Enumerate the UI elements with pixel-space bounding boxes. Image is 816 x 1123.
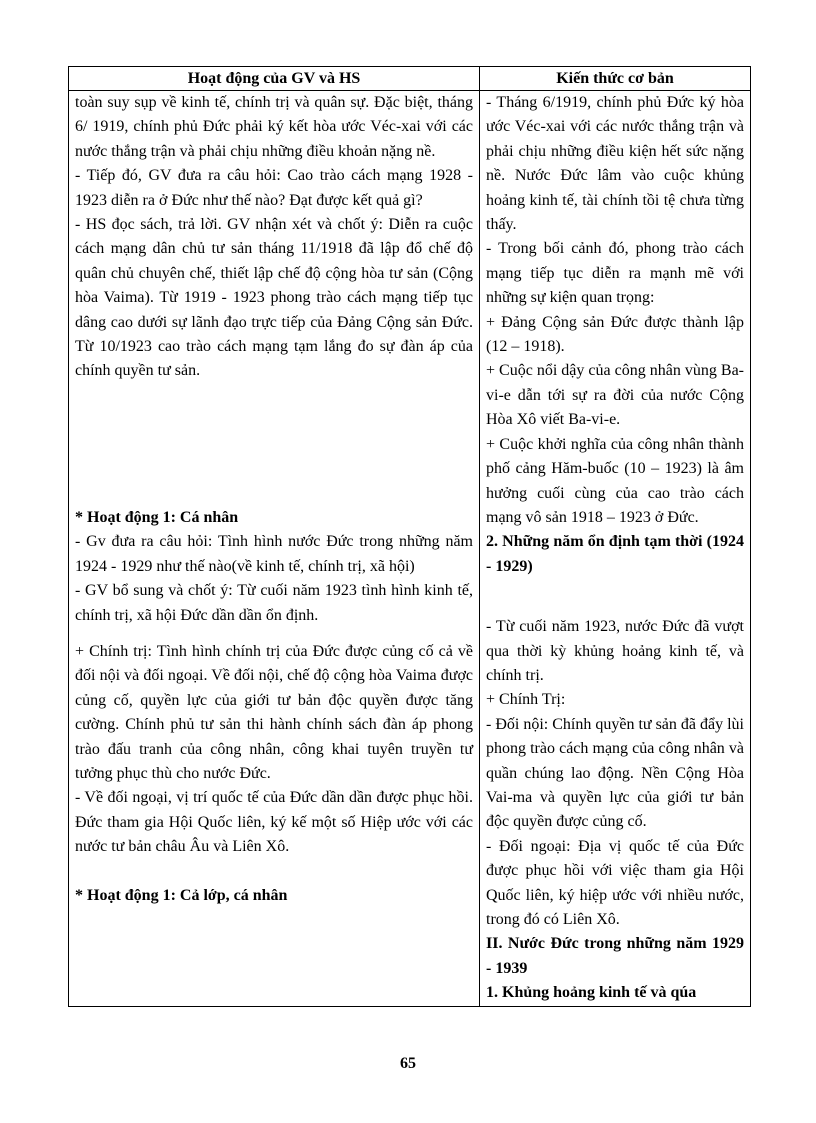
spacer xyxy=(486,579,744,615)
spacer xyxy=(75,860,473,884)
right-paragraph-1: - Tháng 6/1919, chính phủ Đức ký hòa ước Véc-xai với các nước thắng trận và phải chịu những điều kiện hết sức nặng nề. Nước Đức lâm vào cuộc khủng hoảng kinh tế, tài chính tồi tệ chưa từng thấy. xyxy=(486,94,744,234)
activity-heading-1: * Hoạt động 1: Cá nhân xyxy=(75,508,239,526)
section-heading-stable-years: 2. Những năm ổn định tạm thời (1924 - 1929) xyxy=(486,533,744,575)
left-paragraph-7: + Chính trị: Tình hình chính trị của Đức được củng cố cả về đối nội và đối ngoại. Về đối nội, chế độ cộng hòa Vaima được củng cố, quyền lực của giới tư bản độc quyền được tăng cường. Chính phủ tư sản thi hành chính sách đàn áp phong trào đấu tranh của công nhân, công khai tuyên truyền tư tưởng phục thù cho nước Đức. xyxy=(75,642,473,782)
right-paragraph-9: - Đối nội: Chính quyền tư sản đã đẩy lùi phong trào cách mạng của công nhân và quần chúng lao động. Nền Cộng Hòa Vai-ma và quyền lực của giới tư bản độc quyền được củng cố. xyxy=(486,715,744,831)
section-heading-economic-crisis: 1. Khủng hoảng kinh tế và qúa xyxy=(486,984,697,1002)
left-paragraph-2: - Tiếp đó, GV đưa ra câu hỏi: Cao trào cách mạng 1928 - 1923 diễn ra ở Đức như thế nào? Đạt được kết quả gì? xyxy=(75,167,473,209)
header-basic-knowledge: Kiến thức cơ bản xyxy=(480,67,751,91)
left-paragraph-1: toàn suy sụp về kinh tế, chính trị và quân sự. Đặc biệt, tháng 6/ 1919, chính phủ Đức phải ký kết hòa ước Véc-xai với các nước thắng trận và phải chịu những điều khoản nặng nề. xyxy=(75,94,473,160)
table-header-row xyxy=(69,67,751,91)
content-table xyxy=(68,66,751,1007)
spacer xyxy=(75,384,473,506)
right-paragraph-2: - Trong bối cảnh đó, phong trào cách mạng tiếp tục diễn ra mạnh mẽ với những sự kiện quan trọng: xyxy=(486,240,744,307)
right-paragraph-3: + Đảng Cộng sản Đức được thành lập (12 – 1918). xyxy=(486,313,744,356)
right-paragraph-4: + Cuộc nổi dậy của công nhân vùng Ba-vi-e dẫn tới sự ra đời của nước Cộng Hòa Xô viết Ba-vi-e. xyxy=(486,362,744,429)
left-column-cell xyxy=(69,91,480,1007)
left-paragraph-6: - GV bổ sung và chốt ý: Từ cuối năm 1923 tình hình kinh tế, chính trị, xã hội Đức dần dần ổn định. xyxy=(75,582,473,624)
spacer xyxy=(75,628,473,640)
right-paragraph-8: + Chính Trị: xyxy=(486,691,566,709)
left-paragraph-8: - Về đối ngoại, vị trí quốc tế của Đức dần dần được phục hồi. Đức tham gia Hội Quốc liên, ký kế một số Hiệp ước với các nước tư bản châu Âu và Liên Xô. xyxy=(75,789,473,856)
right-paragraph-10: - Đối ngoại: Địa vị quốc tế của Đức được phục hồi với việc tham gia Hội Quốc liên, ký hiệp ước với nhiều nước, trong đó có Liên Xô. xyxy=(486,837,744,928)
right-paragraph-5: + Cuộc khởi nghĩa của công nhân thành phố cảng Hăm-buốc (10 – 1923) là âm hưởng cuối cùng của cao trào cách mạng vô sản 1918 – 1923 ở Đức. xyxy=(486,435,744,526)
table-row xyxy=(69,91,751,1007)
header-teacher-student-activity: Hoạt động của GV và HS xyxy=(69,67,480,91)
page-number: 65 xyxy=(400,1055,416,1072)
left-paragraph-5: - Gv đưa ra câu hỏi: Tình hình nước Đức trong những năm 1924 - 1929 như thế nào(về kinh tế, chính trị, xã hội) xyxy=(75,533,473,575)
right-paragraph-7: - Từ cuối năm 1923, nước Đức đã vượt qua thời kỳ khủng hoảng kinh tế, và chính trị. xyxy=(486,618,744,684)
left-paragraph-3: - HS đọc sách, trả lời. GV nhận xét và chốt ý: Diễn ra cuộc cách mạng dân chủ tư sản tháng 11/1918 đã lập đổ chế độ quân chủ chuyên chế, thiết lập chế độ cộng hòa tư sản (Cộng hòa Vaima). Từ 1919 - 1923 phong trào cách mạng tiếp tục dâng cao dưới sự lãnh đạo trực tiếp của Đảng Cộng sản Đức. Từ 10/1923 cao trào cách mạng tạm lắng đo sự đàn áp của chính quyền tư sản. xyxy=(75,216,473,380)
section-heading-1929-1939: II. Nước Đức trong những năm 1929 - 1939 xyxy=(486,935,744,977)
activity-heading-2: * Hoạt động 1: Cả lớp, cá nhân xyxy=(75,886,288,904)
right-column-cell xyxy=(480,91,751,1007)
